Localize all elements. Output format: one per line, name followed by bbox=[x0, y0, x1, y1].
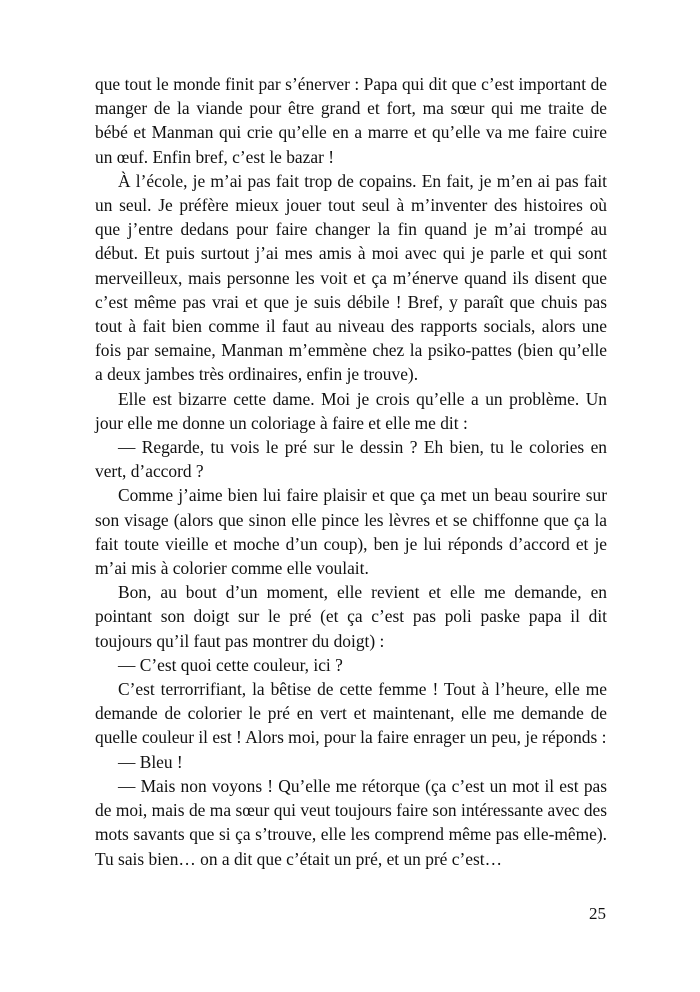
body-text bbox=[95, 72, 607, 871]
dialogue-line-3: — Bleu ! bbox=[118, 751, 183, 772]
paragraph-6: C’est terrorrifiant, la bêtise de cette femme ! Tout à l’heure, elle me demande de colorier le pré en vert et maintenant, elle me demande de quelle couleur il est ! Alors moi, pour la faire enrager un peu, je réponds : bbox=[95, 679, 607, 748]
paragraph-4: Comme j’aime bien lui faire plaisir et que ça met un beau sourire sur son visage (alors que sinon elle pince les lèvres et se chiffonne que ça la fait toute vieille et moche d’un coup), ben je lui réponds d’accord et je m’ai mis à colorier comme elle voulait. bbox=[95, 485, 607, 579]
paragraph-1: que tout le monde finit par s’énerver : Papa qui dit que c’est important de manger de la viande pour être grand et fort, ma sœur qui me traite de bébé et Manman qui crie qu’elle en a marre et qu’elle va me faire cuire un œuf. Enfin bref, c’est le bazar ! bbox=[95, 74, 607, 167]
paragraph-2: À l’école, je m’ai pas fait trop de copains. En fait, je m’en ai pas fait un seul. Je préfère mieux jouer tout seul à m’inventer des histoires où que j’entre dedans pour faire changer la fin quand je m’ai trompé au début. Et puis surtout j’ai mes amis à moi avec qui je parle et qui sont merveilleux, mais personne les voit et ça m’énerve quand ils disent que c’est même pas vrai et que je suis débile ! Bref, y paraît que chuis pas tout à fait bien comme il faut au niveau des rapports socials, alors une fois par semaine, Manman m’emmène chez la psiko-pattes (bien qu’elle a deux jambes très ordinaires, enfin je trouve). bbox=[95, 170, 607, 385]
paragraph-3: Elle est bizarre cette dame. Moi je crois qu’elle a un problème. Un jour elle me donne un coloriage à faire et elle me dit : bbox=[95, 388, 607, 433]
dialogue-line-4: — Mais non voyons ! Qu’elle me rétorque (ça c’est un mot il est pas de moi, mais de ma sœur qui veut toujours faire son intéressante avec des mots savants que si ça s’trouve, elle les comprend même pas elle-même). Tu sais bien… on a dit que c’était un pré, et un pré c’est… bbox=[95, 775, 607, 869]
page-number: 25 bbox=[589, 904, 606, 923]
paragraph-5: Bon, au bout d’un moment, elle revient et elle me demande, en pointant son doigt sur le pré (et ça c’est pas poli paske papa il dit toujours qu’il faut pas montrer du doigt) : bbox=[95, 582, 607, 651]
dialogue-line-1: — Regarde, tu vois le pré sur le dessin ? Eh bien, tu le colories en vert, d’accord ? bbox=[95, 437, 607, 482]
dialogue-line-2: — C’est quoi cette couleur, ici ? bbox=[118, 654, 343, 675]
